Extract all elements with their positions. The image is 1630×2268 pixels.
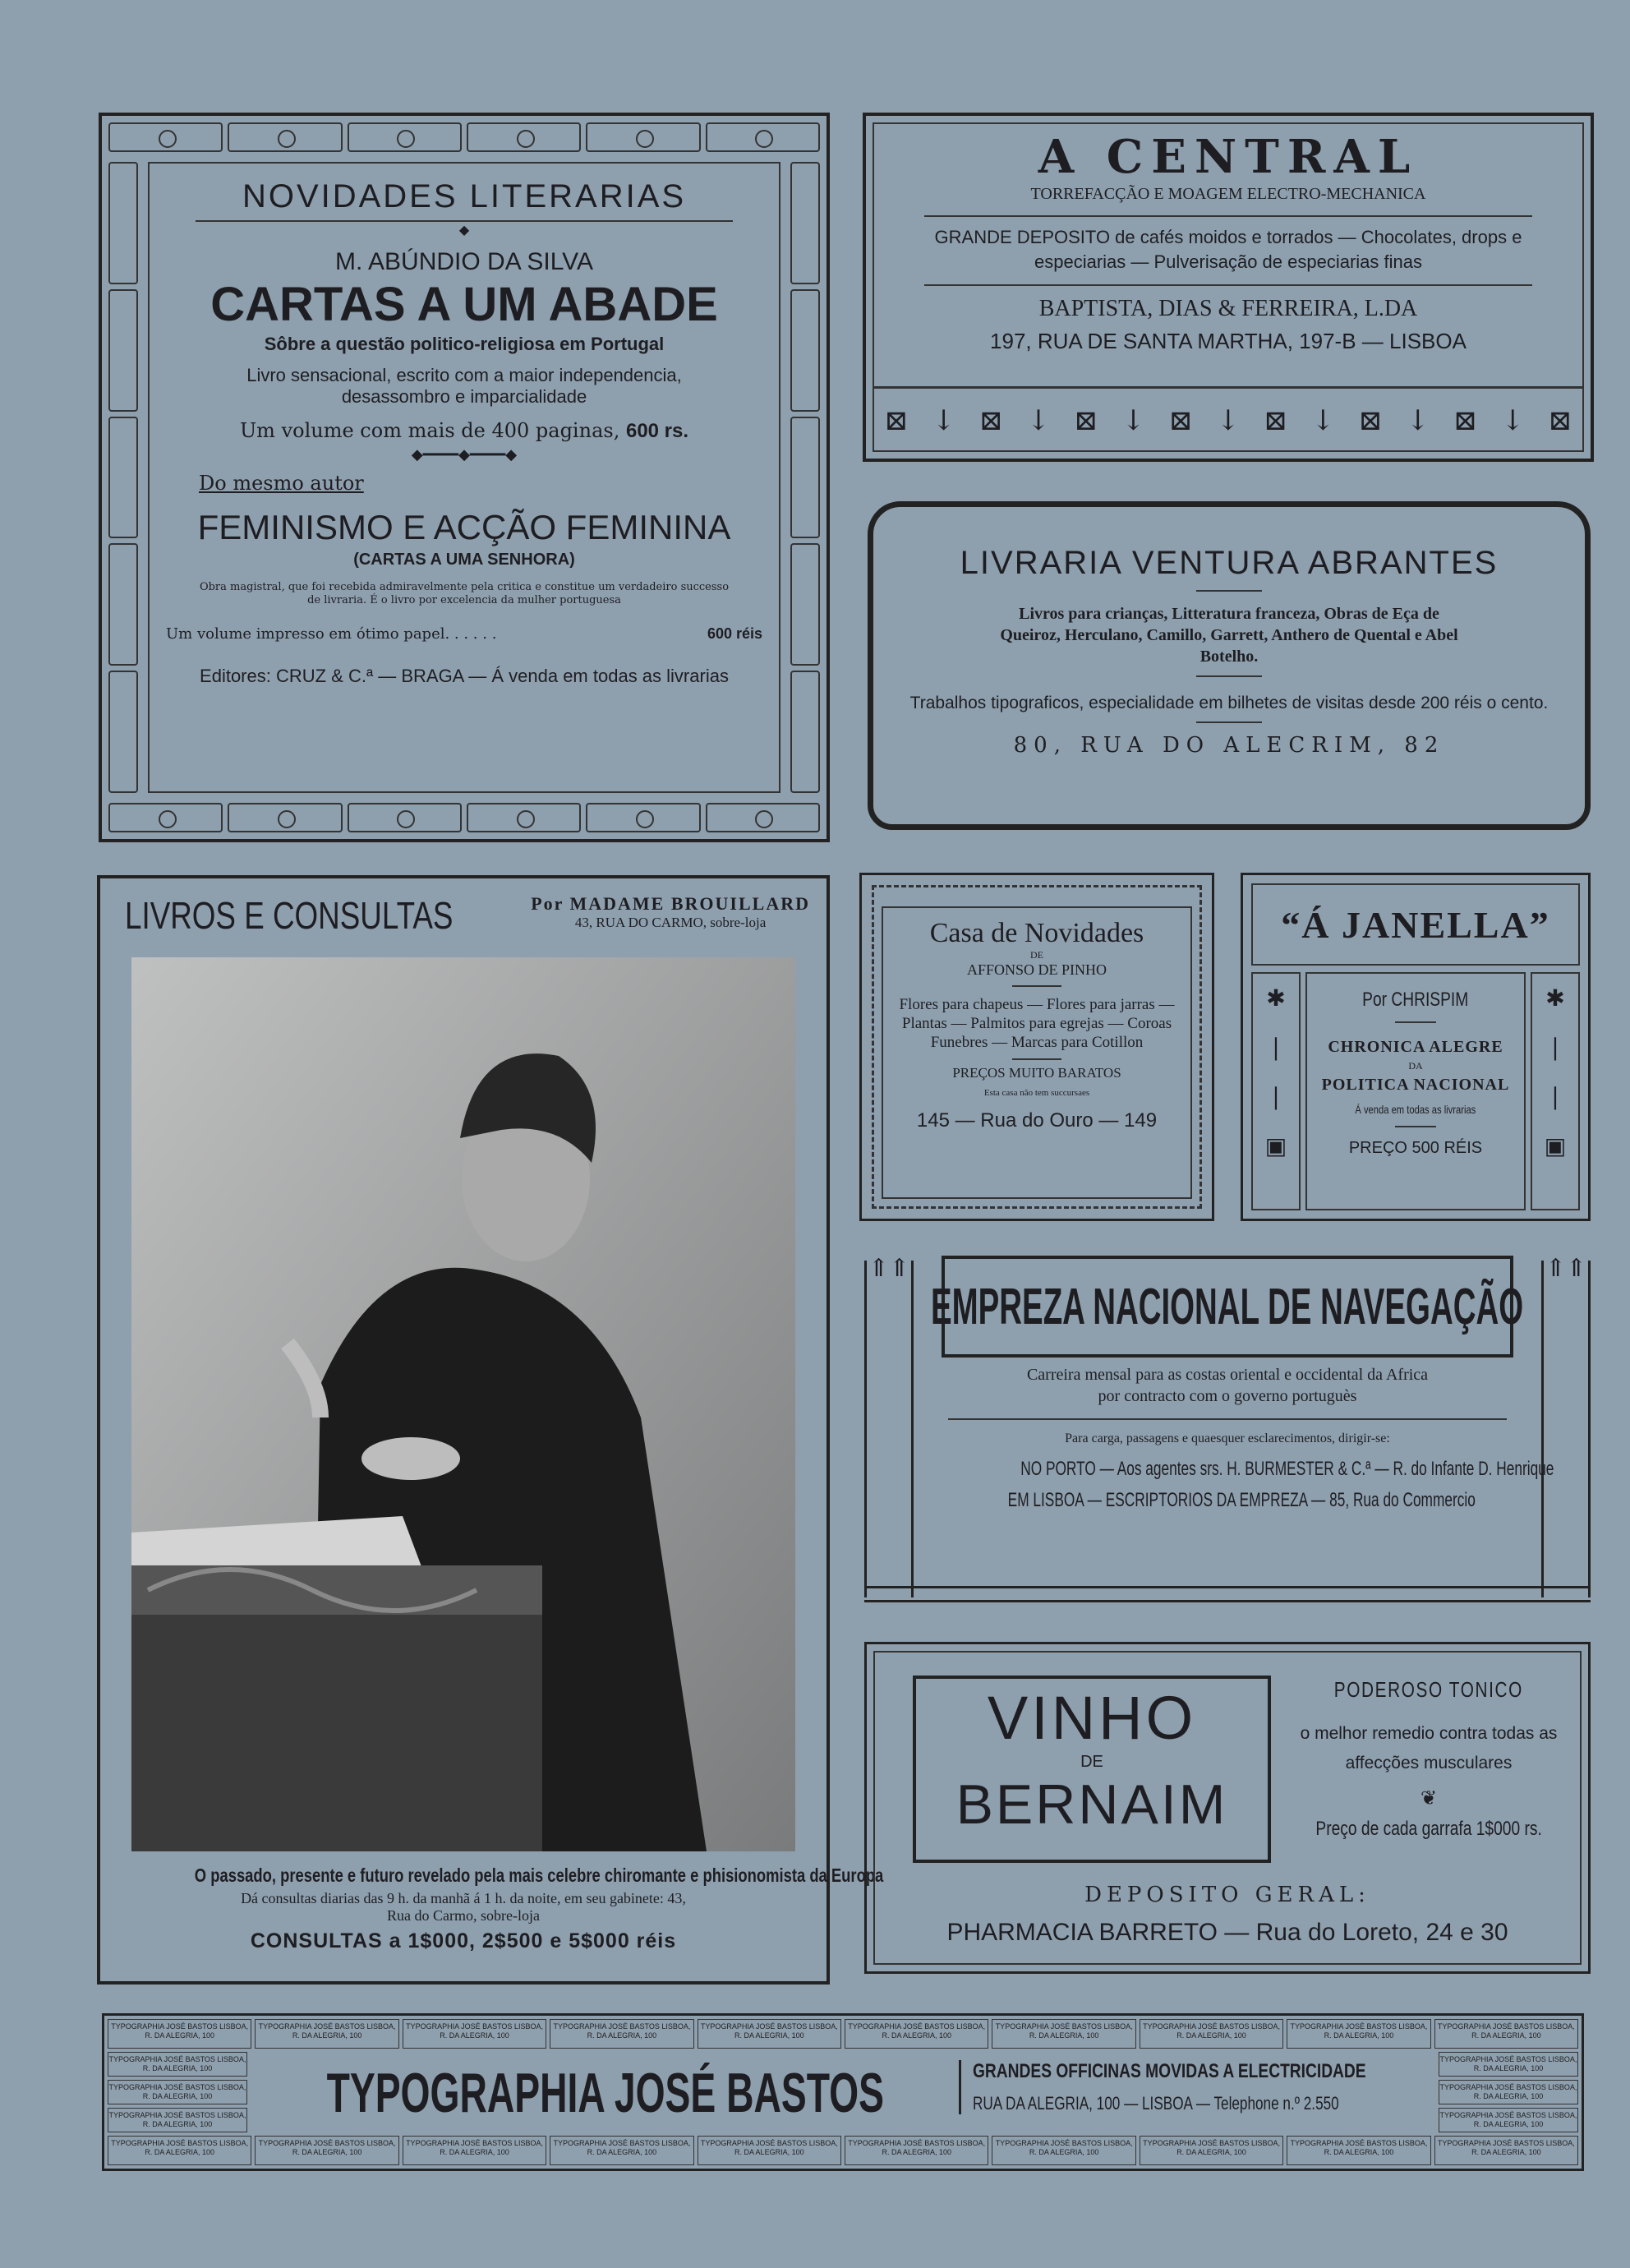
ticket-ornament: TYPOGRAPHIA JOSÉ BASTOS LISBOA, R. DA ALEGRIA, 100: [1439, 2108, 1578, 2132]
janella-l1: CHRONICA ALEGRE: [1328, 1038, 1503, 1056]
empreza-line1: Carreira mensal para as costas oriental e occidental da Africa: [1026, 1366, 1429, 1384]
central-desc: GRANDE DEPOSITO de cafés moidos e torrados — Chocolates, drops e especiarias — Pulverisação de especiarias finas: [934, 227, 1522, 272]
ornament-band-bottom: [102, 800, 827, 836]
ticket-ornament: TYPOGRAPHIA JOSÉ BASTOS LISBOA, R. DA ALEGRIA, 100: [255, 2136, 398, 2165]
ticket-ornament: TYPOGRAPHIA JOSÉ BASTOS LISBOA, R. DA ALEGRIA, 100: [550, 2136, 693, 2165]
vinho-bernaim: BERNAIM: [955, 1773, 1228, 1836]
typo-name: TYPOGRAPHIA JOSÉ BASTOS: [326, 2062, 885, 2124]
ad-livraria-ventura: [868, 501, 1591, 830]
arrow-ornament-right: ⇑⇑: [1541, 1261, 1591, 1597]
author: M. ABÚNDIO DA SILVA: [335, 248, 593, 275]
ticket-ornament: TYPOGRAPHIA JOSÉ BASTOS LISBOA, R. DA ALEGRIA, 100: [403, 2136, 546, 2165]
ticket-ornament: TYPOGRAPHIA JOSÉ BASTOS LISBOA, R. DA ALEGRIA, 100: [1434, 2019, 1578, 2049]
central-title: A CENTRAL: [1038, 130, 1419, 184]
arrow-ornament-left: ⇑⇑: [864, 1261, 914, 1597]
volume2-line: Um volume impresso em ótimo papel. . . . . . 600 réis: [166, 625, 762, 643]
subtitle: Sôbre a questão politico-religiosa em Portugal: [264, 334, 665, 354]
ad-typographia-bastos: [102, 2013, 1584, 2171]
central-address: 197, RUA DE SANTA MARTHA, 197-B — LISBOA: [990, 329, 1467, 353]
vinho-remedio: o melhor remedio contra todas as affecções musculares: [1300, 1724, 1558, 1772]
livros-caption: O passado, presente e futuro revelado pela mais celebre chiromante e phisionomista da Europa: [194, 1865, 884, 1886]
ad-livros-consultas: [97, 875, 884, 1984]
ornament-band-top: [102, 119, 827, 155]
ticket-ornament: TYPOGRAPHIA JOSÉ BASTOS LISBOA, R. DA ALEGRIA, 100: [403, 2019, 546, 2049]
ventura-work: Trabalhos tipograficos, especialidade em bilhetes de visitas desde 200 réis o cento.: [909, 694, 1549, 712]
ticket-ornament: TYPOGRAPHIA JOSÉ BASTOS LISBOA, R. DA ALEGRIA, 100: [845, 2136, 988, 2165]
ad-empreza-navegacao: [864, 1249, 1591, 1602]
casa-items: Flores para chapeus — Flores para jarras — Plantas — Palmitos para egrejas — Coroas Funebres — Marcas para Cotillon: [899, 996, 1175, 1051]
casa-owner: AFFONSO DE PINHO: [966, 961, 1107, 978]
janella-title: “Á JANELLA”: [1281, 903, 1550, 946]
ticket-ornament: TYPOGRAPHIA JOSÉ BASTOS LISBOA, R. DA ALEGRIA, 100: [698, 2019, 841, 2049]
livros-prices: CONSULTAS a 1$000, 2$500 e 5$000 réis: [250, 1929, 677, 1952]
janella-l2: DA: [1408, 1060, 1423, 1072]
ticket-ornament: TYPOGRAPHIA JOSÉ BASTOS LISBOA, R. DA ALEGRIA, 100: [698, 2136, 841, 2165]
central-owners: BAPTISTA, DIAS & FERREIRA, L.DA: [1038, 296, 1418, 321]
ad-novidades-literarias: NOVIDADES LITERARIAS ◆ M. ABÚNDIO DA SILVA CARTAS A UM ABADE Sôbre a questão politico-religiosa em Portugal Livro sensacional, escrito com a maior independencia, desassombro e imparcialidade Um volume com mais de 400 paginas, 600 rs. ◆━━━━◆━━━━◆ Do mesmo autor FEMINISMO E ACÇÃO FEMININA (CARTAS A UMA SENHORA) Obra magistral, que foi recebida admiravelmente pela critica e constitue um verdadeiro successo de livraria. É o livro por excelencia da mulher portuguesa Um volume impresso em ótimo papel. . . . . . 600 réis Editores: CRUZ & C.ª — BRAGA — Á venda em todas as livrarias: [99, 113, 830, 842]
ticket-ornament: TYPOGRAPHIA JOSÉ BASTOS LISBOA, R. DA ALEGRIA, 100: [108, 2136, 251, 2165]
vinho-de: DE: [1080, 1753, 1103, 1771]
ticket-ornament: TYPOGRAPHIA JOSÉ BASTOS LISBOA, R. DA ALEGRIA, 100: [1439, 2052, 1578, 2077]
book2-title: FEMINISMO E ACÇÃO FEMININA: [197, 508, 731, 546]
editors: Editores: CRUZ & C.ª — BRAGA — Á venda em todas as livrarias: [200, 666, 729, 686]
book2-description: Obra magistral, que foi recebida admiravelmente pela critica e constitue um verdadeiro successo de livraria. É o livro por excelencia da mulher portuguesa: [199, 581, 730, 606]
description: Livro sensacional, escrito com a maior independencia, desassombro e imparcialidade: [246, 365, 682, 407]
vinho-preco: Preço de cada garrafa 1$000 rs.: [1315, 1818, 1542, 1840]
livros-title: LIVROS E CONSULTAS: [125, 894, 454, 937]
ticket-ornament: TYPOGRAPHIA JOSÉ BASTOS LISBOA, R. DA ALEGRIA, 100: [108, 2108, 247, 2132]
ventura-title: LIVRARIA VENTURA ABRANTES: [960, 545, 1499, 581]
empreza-line2: por contracto com o governo portuguès: [1098, 1387, 1357, 1405]
empreza-title: EMPREZA NACIONAL DE NAVEGAÇÃO: [931, 1278, 1524, 1335]
ornament-arrows: ⊠ ↓ ⊠ ↓ ⊠ ↓ ⊠ ↓ ⊠ ↓ ⊠ ↓ ⊠ ↓ ⊠: [873, 386, 1584, 452]
casa-de: DE: [1030, 949, 1043, 961]
ticket-ornament: TYPOGRAPHIA JOSÉ BASTOS LISBOA, R. DA ALEGRIA, 100: [108, 2052, 247, 2077]
vinho-tonico: PODEROSO TONICO: [1333, 1677, 1524, 1702]
header: NOVIDADES LITERARIAS: [242, 178, 687, 214]
ornament-band-left: [105, 159, 141, 796]
ventura-books: Livros para crianças, Litteratura franceza, Obras de Eça de Queiroz, Herculano, Camillo, Garrett, Anthero de Quental e Abel Botelho.: [1000, 605, 1458, 666]
ticket-ornament: TYPOGRAPHIA JOSÉ BASTOS LISBOA, R. DA ALEGRIA, 100: [550, 2019, 693, 2049]
ticket-ornament: TYPOGRAPHIA JOSÉ BASTOS LISBOA, R. DA ALEGRIA, 100: [255, 2019, 398, 2049]
same-author: Do mesmo autor: [199, 472, 364, 495]
casa-title: Casa de Novidades: [929, 918, 1144, 948]
janella-price: PREÇO 500 RÉIS: [1348, 1139, 1483, 1157]
central-sub: TORREFACÇÃO E MOAGEM ELECTRO-MECHANICA: [1030, 185, 1426, 203]
ticket-ornament: TYPOGRAPHIA JOSÉ BASTOS LISBOA, R. DA ALEGRIA, 100: [1140, 2019, 1283, 2049]
livros-addr: 43, RUA DO CARMO, sobre-loja: [574, 915, 767, 930]
janella-sale: Á venda em todas as livrarias: [1355, 1103, 1476, 1116]
ad-vinho-bernaim: VINHO DE BERNAIM PODEROSO TONICO o melhor remedio contra todas as affecções musculares ❦ Preço de cada garrafa 1$000 rs. DEPOSITO GERAL: PHARMACIA BARRETO — Rua do Loreto, 24 e 30: [864, 1642, 1591, 1974]
ad-casa-novidades: [859, 873, 1214, 1221]
livros-by: Por MADAME BROUILLARD: [531, 893, 810, 914]
ad-a-janella: [1241, 873, 1591, 1221]
ticket-ornament: TYPOGRAPHIA JOSÉ BASTOS LISBOA, R. DA ALEGRIA, 100: [845, 2019, 988, 2049]
ticket-ornament: TYPOGRAPHIA JOSÉ BASTOS LISBOA, R. DA ALEGRIA, 100: [108, 2080, 247, 2104]
ticket-ornament: TYPOGRAPHIA JOSÉ BASTOS LISBOA, R. DA ALEGRIA, 100: [1287, 2136, 1430, 2165]
book-title: CARTAS A UM ABADE: [210, 278, 718, 331]
casa-prices: PREÇOS MUITO BARATOS: [952, 1065, 1121, 1081]
livros-hours: Dá consultas diarias das 9 h. da manhã á 1 h. da noite, em seu gabinete: 43, Rua do Carmo, sobre-loja: [241, 1890, 686, 1924]
ad-a-central: [863, 113, 1594, 462]
ventura-address: 80, RUA DO ALECRIM, 82: [1013, 733, 1445, 758]
janella-by: Por CHRISPIM: [1362, 989, 1469, 1011]
casa-address: 145 — Rua do Ouro — 149: [916, 1109, 1158, 1132]
plant-ornament-right: ✱ | | ▣: [1531, 972, 1580, 1210]
ticket-ornament: TYPOGRAPHIA JOSÉ BASTOS LISBOA, R. DA ALEGRIA, 100: [1439, 2080, 1578, 2104]
empreza-info: Para carga, passagens e quaesquer esclarecimentos, dirigir-se:: [1065, 1431, 1390, 1445]
ticket-band-bottom: [108, 2136, 1578, 2165]
ticket-ornament: TYPOGRAPHIA JOSÉ BASTOS LISBOA, R. DA ALEGRIA, 100: [1434, 2136, 1578, 2165]
janella-l3: POLITICA NACIONAL: [1321, 1076, 1510, 1094]
empreza-lisboa: EM LISBOA — ESCRIPTORIOS DA EMPREZA — 85, Rua do Commercio: [1007, 1489, 1476, 1511]
ornament-band-right: [787, 159, 823, 796]
typo-officinas: GRANDES OFFICINAS MOVIDAS A ELECTRICIDADE: [973, 2060, 1366, 2082]
ticket-ornament: TYPOGRAPHIA JOSÉ BASTOS LISBOA, R. DA ALEGRIA, 100: [1287, 2019, 1430, 2049]
ticket-ornament: TYPOGRAPHIA JOSÉ BASTOS LISBOA, R. DA ALEGRIA, 100: [108, 2019, 251, 2049]
ticket-ornament: TYPOGRAPHIA JOSÉ BASTOS LISBOA, R. DA ALEGRIA, 100: [992, 2136, 1135, 2165]
ticket-band-right: [1439, 2052, 1578, 2132]
typo-rua: RUA DA ALEGRIA, 100 — LISBOA — Telephone n.º 2.550: [973, 2093, 1339, 2114]
vinho-deposito: DEPOSITO GERAL:: [1084, 1883, 1370, 1907]
plant-ornament-left: ✱ | | ▣: [1251, 972, 1301, 1210]
casa-note: Esta casa não tem succursaes: [983, 1088, 1090, 1098]
ticket-ornament: TYPOGRAPHIA JOSÉ BASTOS LISBOA, R. DA ALEGRIA, 100: [992, 2019, 1135, 2049]
vinho-word: VINHO: [987, 1684, 1197, 1752]
volume-line: Um volume com mais de 400 paginas, 600 rs.: [239, 419, 689, 442]
ticket-ornament: TYPOGRAPHIA JOSÉ BASTOS LISBOA, R. DA ALEGRIA, 100: [1140, 2136, 1283, 2165]
portrait-photo: [131, 957, 795, 1851]
vinho-pharmacia: PHARMACIA BARRETO — Rua do Loreto, 24 e 30: [946, 1919, 1508, 1946]
book2-subtitle: (CARTAS A UMA SENHORA): [353, 551, 575, 569]
empreza-porto: NO PORTO — Aos agentes srs. H. BURMESTER & C.ª — R. do Infante D. Henrique: [1020, 1458, 1554, 1480]
ticket-band-top: [108, 2019, 1578, 2049]
